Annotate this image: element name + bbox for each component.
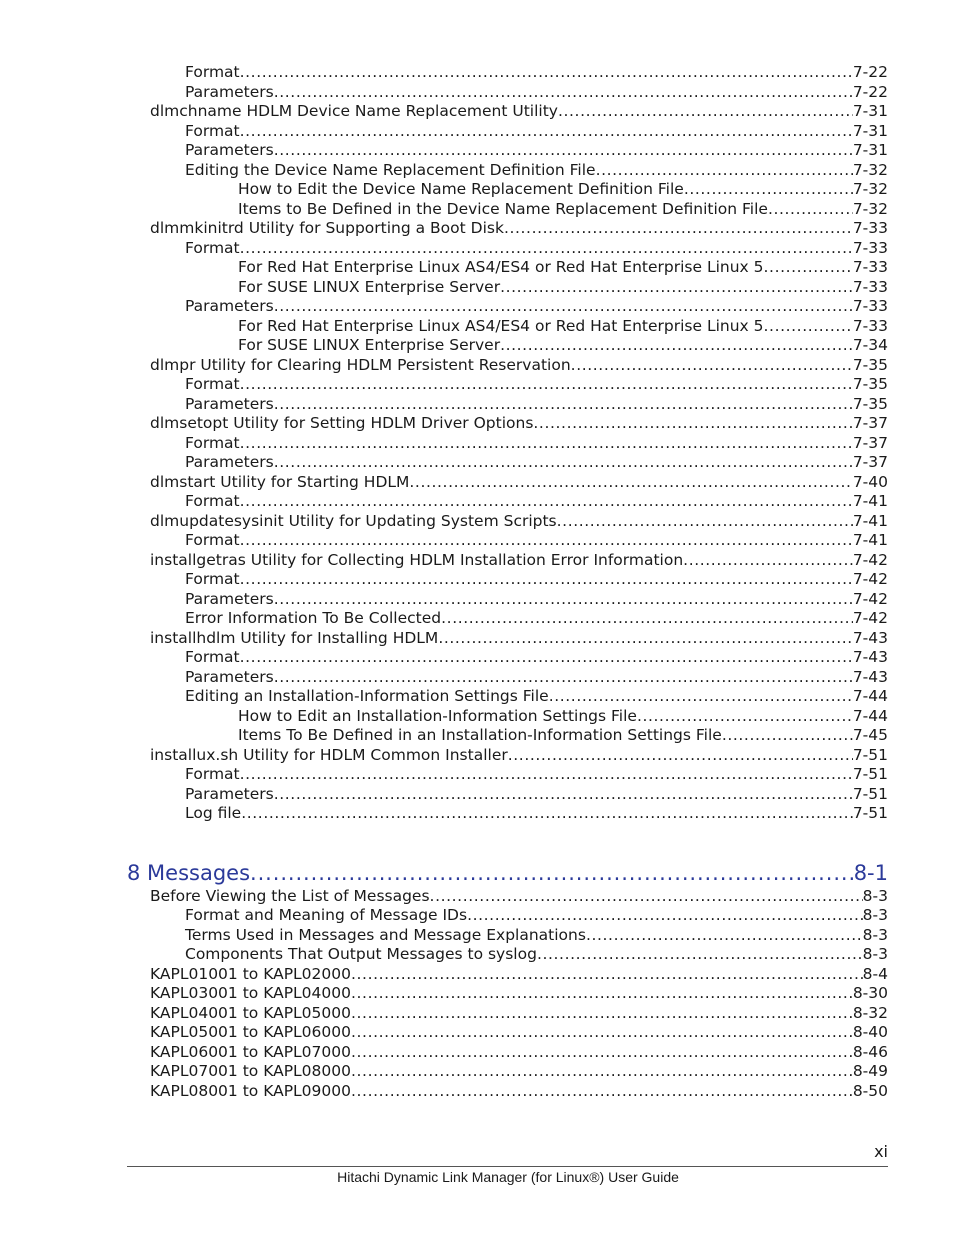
toc-entry-page: 7-37 xyxy=(852,453,888,471)
toc-entry[interactable] xyxy=(185,492,888,512)
toc-entry[interactable] xyxy=(185,804,888,824)
dot-leader xyxy=(409,473,852,493)
toc-entry-page: 8-3 xyxy=(862,906,888,924)
toc-entry-page: 7-42 xyxy=(852,609,888,627)
toc-entry-page: 7-33 xyxy=(852,277,888,296)
toc-entry[interactable] xyxy=(150,984,888,1004)
dot-leader xyxy=(240,648,853,668)
toc-entry-title: Parameters xyxy=(185,784,274,803)
toc-entry-page: 7-33 xyxy=(852,297,888,315)
toc-entry[interactable] xyxy=(185,141,888,161)
dot-leader xyxy=(637,707,853,727)
toc-entry-page: 8-30 xyxy=(852,984,888,1002)
toc-entry-title: dlmstart Utility for Starting HDLM xyxy=(150,472,410,491)
toc-entry-title: dlmupdatesysinit Utility for Updating System Scripts xyxy=(150,511,557,530)
toc-entry[interactable] xyxy=(185,648,888,668)
toc-chapter-entry[interactable] xyxy=(127,860,888,887)
toc-entry-page: 7-41 xyxy=(852,492,888,510)
footer-divider xyxy=(127,1166,888,1167)
page-number: xi xyxy=(874,1142,888,1161)
toc-entry-title: Format xyxy=(185,63,240,81)
toc-entry-title: Items to Be Defined in the Device Name Replacement Definition File xyxy=(238,199,768,218)
toc-entry-title: For Red Hat Enterprise Linux AS4/ES4 or Red Hat Enterprise Linux 5 xyxy=(238,258,764,276)
dot-leader xyxy=(274,141,853,161)
toc-entry-page: 7-33 xyxy=(852,238,888,257)
toc-entry[interactable] xyxy=(185,395,888,415)
toc-entry-title: Parameters xyxy=(185,82,274,101)
toc-entry-title: Parameters xyxy=(185,394,274,413)
toc-entry-page: 7-33 xyxy=(852,258,888,276)
toc-entry[interactable] xyxy=(150,551,888,571)
dot-leader xyxy=(557,512,853,532)
toc-entry-page: 8-32 xyxy=(852,1003,888,1022)
toc-entry-title: installhdlm Utility for Installing HDLM xyxy=(150,628,439,647)
dot-leader xyxy=(768,200,853,220)
toc-entry[interactable] xyxy=(185,926,888,946)
dot-leader xyxy=(250,860,854,887)
toc-entry-page: 7-37 xyxy=(852,414,888,432)
toc-entry-page: 8-1 xyxy=(853,860,888,885)
toc-entry-title: For SUSE LINUX Enterprise Server xyxy=(238,336,501,354)
toc-entry-page: 7-22 xyxy=(852,63,888,81)
toc-entry[interactable] xyxy=(150,965,888,985)
book-title: Hitachi Dynamic Link Manager (for Linux®) User Guide xyxy=(337,1169,679,1185)
toc-entry[interactable] xyxy=(150,102,888,122)
dot-leader xyxy=(240,765,853,785)
dot-leader xyxy=(500,278,853,298)
toc-entry[interactable] xyxy=(150,746,888,766)
toc-entry[interactable] xyxy=(185,63,888,83)
toc-entry[interactable] xyxy=(185,590,888,610)
toc-entry-title: Format xyxy=(185,238,240,257)
dot-leader xyxy=(683,551,853,571)
toc-entry-page: 7-51 xyxy=(852,765,888,783)
dot-leader xyxy=(596,161,853,181)
dot-leader xyxy=(351,1023,853,1043)
toc-entry[interactable] xyxy=(185,570,888,590)
toc-entry-title: Format xyxy=(185,492,240,510)
toc-entry-title: Parameters xyxy=(185,141,274,159)
toc-entry[interactable] xyxy=(185,945,888,965)
dot-leader xyxy=(274,297,853,317)
dot-leader xyxy=(240,239,853,259)
toc-entry-title: installgetras Utility for Collecting HDLM Installation Error Information xyxy=(150,550,684,569)
toc-entry[interactable] xyxy=(150,414,888,434)
dot-leader xyxy=(240,375,853,395)
toc-entry-page: 7-42 xyxy=(852,570,888,588)
dot-leader xyxy=(508,746,853,766)
toc-entry-page: 8-49 xyxy=(852,1062,888,1080)
toc-entry[interactable] xyxy=(185,765,888,785)
toc-entry-title: KAPL07001 to KAPL08000 xyxy=(150,1062,351,1080)
toc-entry-page: 7-43 xyxy=(852,667,888,686)
table-of-contents xyxy=(0,63,954,1101)
toc-entry-title: Format and Meaning of Message IDs xyxy=(185,906,468,924)
toc-entry-page: 8-50 xyxy=(852,1081,888,1100)
toc-entry[interactable] xyxy=(150,629,888,649)
toc-entry-title: Error Information To Be Collected xyxy=(185,609,442,627)
toc-entry[interactable] xyxy=(185,453,888,473)
toc-entry-page: 8-3 xyxy=(862,945,888,963)
dot-leader xyxy=(722,726,853,746)
toc-entry-page: 7-37 xyxy=(852,433,888,452)
toc-entry-page: 7-32 xyxy=(852,160,888,179)
toc-entry-title: KAPL01001 to KAPL02000 xyxy=(150,964,351,983)
toc-entry-title: Parameters xyxy=(185,667,274,686)
toc-entry-page: 8-40 xyxy=(852,1023,888,1041)
toc-entry-title: Editing an Installation-Information Settings File xyxy=(185,687,549,705)
toc-entry-title: Format xyxy=(185,121,240,140)
toc-entry-title: Components That Output Messages to syslog xyxy=(185,945,537,963)
toc-entry-page: 7-41 xyxy=(852,511,888,530)
dot-leader xyxy=(274,590,853,610)
toc-entry[interactable] xyxy=(150,1023,888,1043)
toc-entry-title: 8 Messages xyxy=(127,860,251,885)
toc-entry-title: Parameters xyxy=(185,297,274,315)
toc-entry-page: 7-32 xyxy=(852,199,888,218)
toc-entry[interactable] xyxy=(185,122,888,142)
toc-entry[interactable] xyxy=(150,1062,888,1082)
dot-leader xyxy=(351,1043,853,1063)
toc-entry-title: installux.sh Utility for HDLM Common Installer xyxy=(150,745,508,764)
toc-entry-title: Items To Be Defined in an Installation-Information Settings File xyxy=(238,726,722,744)
toc-entry-page: 7-42 xyxy=(852,550,888,569)
dot-leader xyxy=(351,965,863,985)
toc-entry[interactable] xyxy=(238,707,888,727)
toc-entry[interactable] xyxy=(150,1004,888,1024)
toc-entry-page: 7-31 xyxy=(852,141,888,159)
dot-leader xyxy=(240,492,853,512)
toc-entry-page: 7-51 xyxy=(852,784,888,803)
toc-entry-page: 7-33 xyxy=(852,316,888,335)
dot-leader xyxy=(240,570,853,590)
toc-entry-page: 8-4 xyxy=(862,964,888,983)
dot-leader xyxy=(558,102,853,122)
toc-entry[interactable] xyxy=(238,336,888,356)
toc-entry[interactable] xyxy=(238,258,888,278)
dot-leader xyxy=(241,804,853,824)
toc-entry-title: dlmsetopt Utility for Setting HDLM Driver Options xyxy=(150,414,534,432)
toc-entry-page: 7-22 xyxy=(852,82,888,101)
toc-entry-page: 7-51 xyxy=(852,804,888,822)
toc-entry-title: KAPL08001 to KAPL09000 xyxy=(150,1081,351,1100)
dot-leader xyxy=(764,258,853,278)
toc-entry-page: 7-43 xyxy=(852,648,888,666)
dot-leader xyxy=(441,609,853,629)
dot-leader xyxy=(274,395,853,415)
toc-entry-title: Terms Used in Messages and Message Explanations xyxy=(185,925,586,944)
toc-entry-title: Format xyxy=(185,433,240,452)
toc-entry-title: dlmchname HDLM Device Name Replacement Utility xyxy=(150,102,558,120)
toc-entry-page: 7-35 xyxy=(852,394,888,413)
dot-leader xyxy=(351,984,853,1004)
toc-entry-title: dlmmkinitrd Utility for Supporting a Boot Disk xyxy=(150,219,504,237)
dot-leader xyxy=(504,219,853,239)
dot-leader xyxy=(571,356,853,376)
dot-leader xyxy=(274,453,853,473)
toc-entry[interactable] xyxy=(185,239,888,259)
toc-entry[interactable] xyxy=(185,609,888,629)
toc-entry-title: For SUSE LINUX Enterprise Server xyxy=(238,277,501,296)
dot-leader xyxy=(274,83,853,103)
toc-entry[interactable] xyxy=(185,531,888,551)
toc-entry[interactable] xyxy=(185,785,888,805)
toc-entry-page: 7-33 xyxy=(852,219,888,237)
toc-entry[interactable] xyxy=(238,317,888,337)
toc-entry-page: 8-3 xyxy=(862,925,888,944)
toc-entry[interactable] xyxy=(185,161,888,181)
toc-entry-page: 7-51 xyxy=(852,745,888,764)
toc-entry-page: 7-35 xyxy=(852,375,888,393)
dot-leader xyxy=(351,1004,853,1024)
toc-entry-title: KAPL06001 to KAPL07000 xyxy=(150,1042,351,1061)
toc-entry[interactable] xyxy=(185,375,888,395)
toc-entry-title: KAPL03001 to KAPL04000 xyxy=(150,984,351,1002)
dot-leader xyxy=(764,317,853,337)
toc-entry[interactable] xyxy=(238,278,888,298)
toc-entry-page: 7-35 xyxy=(852,355,888,374)
dot-leader xyxy=(537,945,863,965)
dot-leader xyxy=(240,434,853,454)
toc-entry-page: 7-32 xyxy=(852,180,888,198)
dot-leader xyxy=(274,668,853,688)
toc-entry-title: Before Viewing the List of Messages xyxy=(150,886,430,905)
dot-leader xyxy=(549,687,853,707)
toc-entry-title: Format xyxy=(185,765,240,783)
toc-entry[interactable] xyxy=(238,200,888,220)
toc-entry[interactable] xyxy=(150,1082,888,1102)
toc-entry-title: Format xyxy=(185,648,240,666)
toc-entry[interactable] xyxy=(185,297,888,317)
toc-entry-page: 7-44 xyxy=(852,687,888,705)
toc-entry-page: 7-31 xyxy=(852,102,888,120)
toc-entry[interactable] xyxy=(185,906,888,926)
dot-leader xyxy=(240,63,853,83)
toc-entry-title: How to Edit the Device Name Replacement Definition File xyxy=(238,180,684,198)
toc-entry-title: Format xyxy=(185,375,240,393)
toc-entry-page: 7-34 xyxy=(852,336,888,354)
toc-entry-title: Editing the Device Name Replacement Definition File xyxy=(185,160,596,179)
dot-leader xyxy=(274,785,853,805)
toc-entry-page: 7-41 xyxy=(852,531,888,549)
dot-leader xyxy=(467,906,863,926)
toc-entry-page: 7-45 xyxy=(852,726,888,744)
toc-entry-title: Format xyxy=(185,570,240,588)
toc-entry[interactable] xyxy=(185,668,888,688)
toc-entry-title: For Red Hat Enterprise Linux AS4/ES4 or Red Hat Enterprise Linux 5 xyxy=(238,316,764,335)
toc-entry[interactable] xyxy=(150,356,888,376)
toc-entry-title: Parameters xyxy=(185,589,274,608)
toc-entry-page: 7-43 xyxy=(852,628,888,647)
toc-entry[interactable] xyxy=(150,1043,888,1063)
toc-entry[interactable] xyxy=(150,887,888,907)
dot-leader xyxy=(240,122,853,142)
toc-entry-page: 7-42 xyxy=(852,589,888,608)
toc-entry-page: 7-31 xyxy=(852,121,888,140)
toc-entry[interactable] xyxy=(238,180,888,200)
dot-leader xyxy=(351,1082,853,1102)
dot-leader xyxy=(240,531,853,551)
toc-entry[interactable] xyxy=(185,434,888,454)
toc-entry[interactable] xyxy=(185,83,888,103)
toc-entry[interactable] xyxy=(150,512,888,532)
toc-entry-title: Log file xyxy=(185,804,242,822)
toc-entry-page: 8-46 xyxy=(852,1042,888,1061)
toc-entry[interactable] xyxy=(185,687,888,707)
toc-entry-title: How to Edit an Installation-Information Settings File xyxy=(238,706,637,725)
toc-entry-title: Format xyxy=(185,531,240,549)
toc-entry-title: KAPL04001 to KAPL05000 xyxy=(150,1003,351,1022)
dot-leader xyxy=(684,180,853,200)
toc-entry[interactable] xyxy=(238,726,888,746)
dot-leader xyxy=(586,926,863,946)
toc-entry-title: KAPL05001 to KAPL06000 xyxy=(150,1023,351,1041)
toc-entry-title: Parameters xyxy=(185,453,274,471)
dot-leader xyxy=(500,336,853,356)
dot-leader xyxy=(351,1062,853,1082)
dot-leader xyxy=(438,629,853,649)
dot-leader xyxy=(533,414,852,434)
toc-entry-title: dlmpr Utility for Clearing HDLM Persistent Reservation xyxy=(150,355,571,374)
dot-leader xyxy=(430,887,863,907)
toc-entry[interactable] xyxy=(150,219,888,239)
toc-entry-page: 7-44 xyxy=(852,706,888,725)
toc-entry-page: 8-3 xyxy=(862,886,888,905)
toc-entry[interactable] xyxy=(150,473,888,493)
toc-entry-page: 7-40 xyxy=(852,472,888,491)
